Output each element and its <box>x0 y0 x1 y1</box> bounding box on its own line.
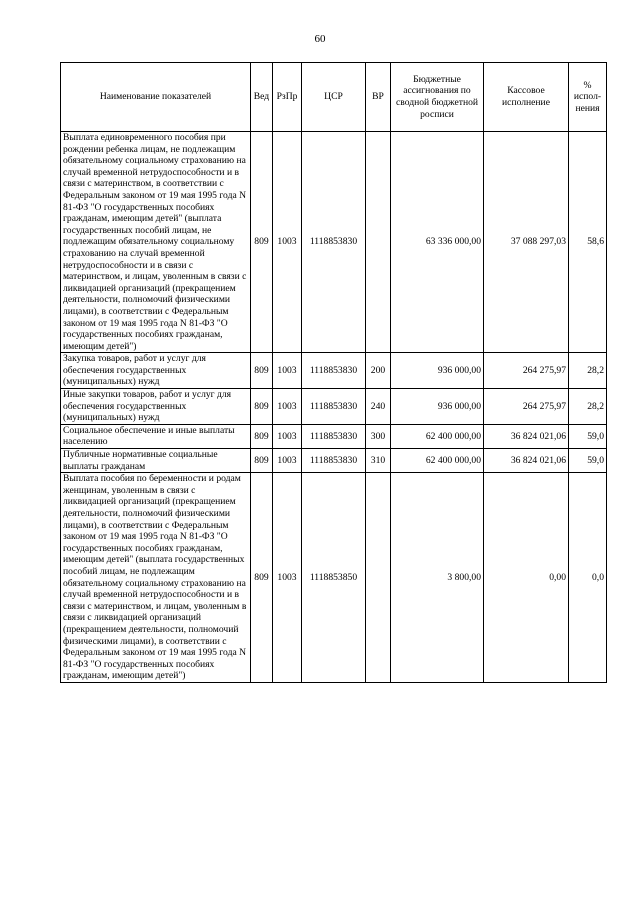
row-rzpr: 1003 <box>273 389 302 425</box>
row-assign: 63 336 000,00 <box>391 132 484 353</box>
row-pct: 59,0 <box>569 449 607 473</box>
row-csr: 1118853850 <box>302 473 366 683</box>
header-vr: ВР <box>366 63 391 132</box>
row-pct: 59,0 <box>569 424 607 448</box>
table-row <box>61 132 607 353</box>
row-name: Закупка товаров, работ и услуг для обеспечения государственных (муниципальных) нужд <box>61 353 251 389</box>
row-name: Выплата единовременного пособия при рождении ребенка лицам, не подлежащим обязательному социальному страхованию на случай временной нетрудоспособности и в связи с материнством, в соответствии с Федеральным законом от 19 мая 1995 года N 81-ФЗ "О государственных пособиях гражданам, имеющим детей" (выплата государственных пособий лицам, не подлежащим обязательному социальному страхованию на случай временной нетрудоспособности и в связи с материнством, и лицам, уволенным в связи с ликвидацией организаций (прекращением деятельности, полномочий физическими лицами), в соответствии с Федеральным законом от 19 мая 1995 года N 81-ФЗ "О государственных пособиях гражданам, имеющим детей") <box>61 132 251 353</box>
row-vr <box>366 132 391 353</box>
row-cash: 264 275,97 <box>484 353 569 389</box>
header-rzpr: РзПр <box>273 63 302 132</box>
row-vr: 240 <box>366 389 391 425</box>
row-ved: 809 <box>251 449 273 473</box>
row-csr: 1118853830 <box>302 389 366 425</box>
row-name: Социальное обеспечение и иные выплаты населению <box>61 424 251 448</box>
table-row <box>61 424 607 448</box>
row-vr: 310 <box>366 449 391 473</box>
table-row <box>61 473 607 683</box>
table-header-row <box>61 63 607 132</box>
table-row <box>61 449 607 473</box>
row-assign: 3 800,00 <box>391 473 484 683</box>
row-vr <box>366 473 391 683</box>
header-csr: ЦСР <box>302 63 366 132</box>
row-cash: 0,00 <box>484 473 569 683</box>
row-cash: 37 088 297,03 <box>484 132 569 353</box>
row-assign: 62 400 000,00 <box>391 424 484 448</box>
row-vr: 200 <box>366 353 391 389</box>
row-assign: 62 400 000,00 <box>391 449 484 473</box>
row-csr: 1118853830 <box>302 353 366 389</box>
header-ved: Вед <box>251 63 273 132</box>
table-row <box>61 389 607 425</box>
row-cash: 264 275,97 <box>484 389 569 425</box>
row-assign: 936 000,00 <box>391 353 484 389</box>
row-cash: 36 824 021,06 <box>484 449 569 473</box>
row-csr: 1118853830 <box>302 132 366 353</box>
row-csr: 1118853830 <box>302 424 366 448</box>
row-name: Выплата пособия по беременности и родам женщинам, уволенным в связи с ликвидацией организаций (прекращением деятельности, полномочий физическими лицами), в соответствии с Федеральным законом от 19 мая 1995 года N 81-ФЗ "О государственных пособиях гражданам, имеющим детей" (выплата государственных пособий лицам, не подлежащим обязательному социальному страхованию на случай временной нетрудоспособности и в связи с материнством, и лицам, уволенным в связи с ликвидацией организаций (прекращением деятельности, полномочий физическими лицами), в соответствии с Федеральным законом от 19 мая 1995 года N 81-ФЗ "О государственных пособиях гражданам, имеющим детей") <box>61 473 251 683</box>
row-ved: 809 <box>251 389 273 425</box>
row-pct: 28,2 <box>569 389 607 425</box>
header-cash: Кассовое исполнение <box>484 63 569 132</box>
row-rzpr: 1003 <box>273 424 302 448</box>
row-cash: 36 824 021,06 <box>484 424 569 448</box>
row-ved: 809 <box>251 132 273 353</box>
row-ved: 809 <box>251 353 273 389</box>
budget-execution-table <box>60 62 607 683</box>
row-name: Иные закупки товаров, работ и услуг для обеспечения государственных (муниципальных) нужд <box>61 389 251 425</box>
row-name: Публичные нормативные социальные выплаты гражданам <box>61 449 251 473</box>
row-ved: 809 <box>251 424 273 448</box>
header-pct: % испол-нения <box>569 63 607 132</box>
header-name: Наименование показателей <box>61 63 251 132</box>
row-rzpr: 1003 <box>273 449 302 473</box>
row-rzpr: 1003 <box>273 473 302 683</box>
table-row <box>61 353 607 389</box>
row-rzpr: 1003 <box>273 132 302 353</box>
row-ved: 809 <box>251 473 273 683</box>
row-pct: 58,6 <box>569 132 607 353</box>
header-assign: Бюджетные ассигнования по сводной бюджетной росписи <box>391 63 484 132</box>
row-pct: 28,2 <box>569 353 607 389</box>
row-vr: 300 <box>366 424 391 448</box>
row-rzpr: 1003 <box>273 353 302 389</box>
row-assign: 936 000,00 <box>391 389 484 425</box>
page-number: 60 <box>314 33 326 45</box>
row-pct: 0,0 <box>569 473 607 683</box>
row-csr: 1118853830 <box>302 449 366 473</box>
